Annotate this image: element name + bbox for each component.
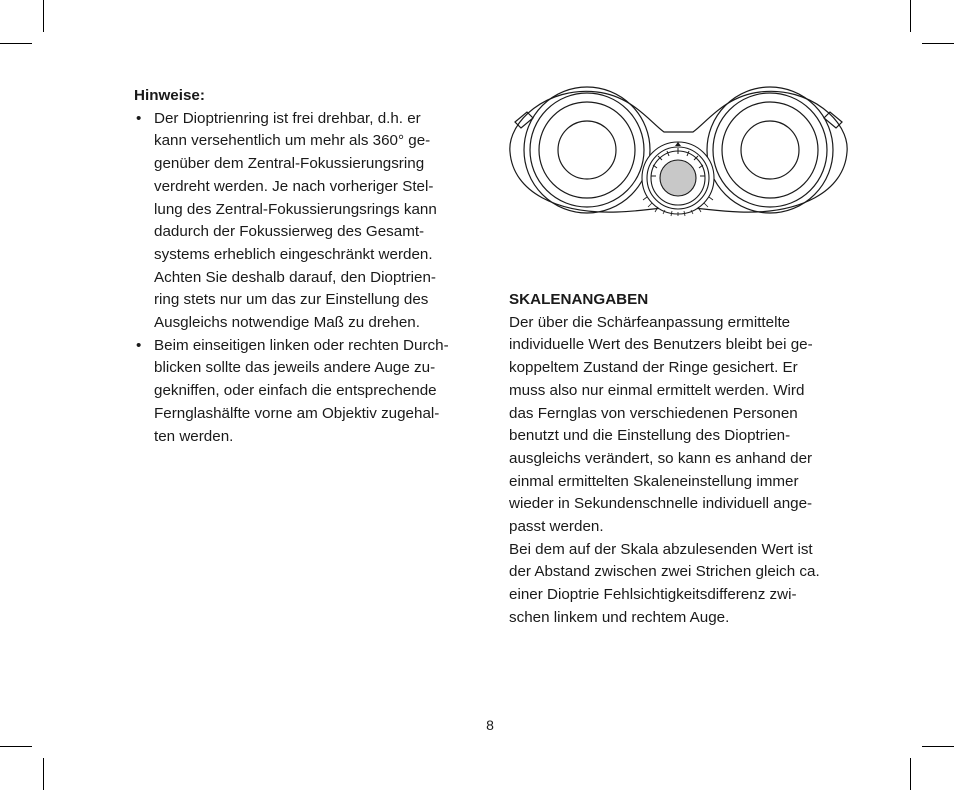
notes-heading: Hinweise: — [134, 87, 205, 104]
text-line: das Fernglas von verschiedenen Personen — [509, 404, 798, 422]
text-line: Achten Sie deshalb darauf, den Dioptrien- — [154, 268, 436, 286]
text-line: einmal ermittelten Skaleneinstellung immer — [509, 472, 799, 490]
text-line: Der über die Schärfeanpassung ermittelte — [509, 313, 791, 331]
text-line: Fernglashälfte vorne am Objektiv zugehal- — [154, 404, 440, 422]
text-line: systems erheblich eingeschränkt werden. — [154, 245, 433, 263]
text-line: gekniffen, oder einfach die entsprechende — [154, 382, 437, 400]
crop-mark-top-left-horizontal — [0, 43, 32, 44]
crop-mark-bottom-right-vertical — [910, 758, 911, 790]
text-line: dadurch der Fokussierweg des Gesamt- — [154, 223, 425, 241]
binoculars-illustration — [507, 82, 850, 217]
text-line: einer Dioptrie Fehlsichtigkeitsdifferenz zwi- — [509, 586, 797, 604]
text-line: passt werden. — [509, 518, 604, 536]
text-line: Beim einseitigen linken oder rechten Durch- — [154, 336, 449, 354]
text-line: individuelle Wert des Benutzers bleibt bei ge- — [509, 336, 813, 354]
text-line: blicken sollte das jeweils andere Auge zu- — [154, 359, 436, 377]
crop-mark-bottom-right-horizontal — [922, 746, 954, 747]
text-line: verdreht werden. Je nach vorheriger Stel- — [154, 177, 434, 195]
crop-mark-top-left-vertical — [43, 0, 44, 32]
binoculars-icon — [507, 82, 850, 217]
crop-mark-bottom-left-horizontal — [0, 746, 32, 747]
note-item-one-eye-viewing — [134, 335, 479, 449]
crop-mark-top-right-horizontal — [922, 43, 954, 44]
text-line: ausgleichs verändert, so kann es anhand der — [509, 449, 813, 467]
text-line: kann versehentlich um mehr als 360° ge- — [154, 132, 431, 150]
text-line: koppeltem Zustand der Ringe gesichert. Er — [509, 359, 798, 377]
note-item-diopter-ring — [134, 108, 479, 335]
text-line: Ausgleichs notwendige Maß zu drehen. — [154, 314, 420, 332]
bullet-icon: • — [136, 336, 142, 354]
text-line: Bei dem auf der Skala abzulesenden Wert ist — [509, 540, 813, 558]
page-number: 8 — [486, 717, 494, 733]
text-line: der Abstand zwischen zwei Strichen gleich ca. — [509, 563, 820, 581]
scale-information-section — [509, 289, 854, 630]
text-line: genüber dem Zentral-Fokussierungsring — [154, 155, 425, 173]
text-line: benutzt und die Einstellung des Dioptrien- — [509, 427, 791, 445]
crop-mark-bottom-left-vertical — [43, 758, 44, 790]
crop-mark-top-right-vertical — [910, 0, 911, 32]
text-line: schen linkem und rechtem Auge. — [509, 608, 730, 626]
bullet-icon: • — [136, 109, 142, 127]
scale-heading: SKALENANGABEN — [509, 291, 649, 308]
text-line: ring stets nur um das zur Einstellung des — [154, 291, 429, 309]
text-line: wieder in Sekundenschnelle individuell ange- — [509, 495, 813, 513]
text-line: Der Dioptrienring ist frei drehbar, d.h. er — [154, 109, 421, 127]
notes-section — [134, 85, 479, 448]
text-line: ten werden. — [154, 427, 234, 445]
text-line: lung des Zentral-Fokussierungsrings kann — [154, 200, 437, 218]
text-line: muss also nur einmal ermittelt werden. Wird — [509, 381, 805, 399]
